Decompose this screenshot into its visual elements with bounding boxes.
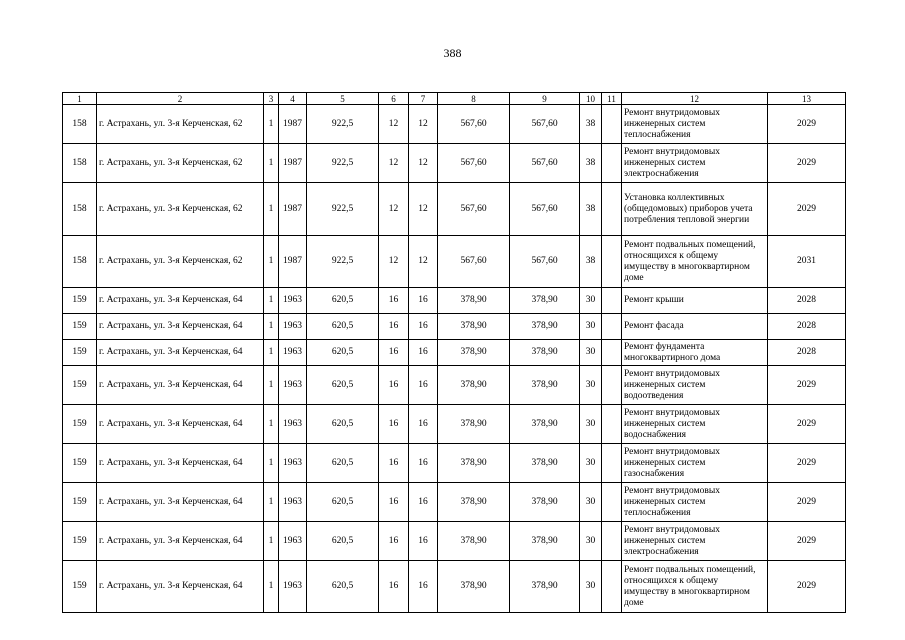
area-value: 620,5: [307, 288, 379, 314]
work-type: Ремонт внутридомовых инженерных систем водоснабжения: [622, 405, 768, 444]
table-row: [63, 288, 846, 314]
column-header: 1: [63, 93, 97, 105]
page-number: 388: [443, 46, 462, 60]
col7-value: 12: [409, 236, 438, 288]
year-built: 1963: [279, 561, 307, 613]
row-number: 159: [63, 483, 97, 522]
col10-value: 38: [580, 105, 602, 144]
table-row: [63, 144, 846, 183]
area-value: 620,5: [307, 405, 379, 444]
planned-year: 2029: [768, 105, 846, 144]
col6-value: 12: [379, 183, 409, 236]
col10-value: 38: [580, 144, 602, 183]
work-type: Установка коллективных (общедомовых) приборов учета потребления тепловой энергии: [622, 183, 768, 236]
row-number: 159: [63, 561, 97, 613]
column-header: 11: [602, 93, 622, 105]
column-header: 6: [379, 93, 409, 105]
address: г. Астрахань, ул. 3-я Керченская, 64: [97, 444, 264, 483]
area-value: 922,5: [307, 105, 379, 144]
col9-value: 378,90: [510, 405, 580, 444]
planned-year: 2028: [768, 288, 846, 314]
area-value: 620,5: [307, 340, 379, 366]
col9-value: 378,90: [510, 366, 580, 405]
column-header: 2: [97, 93, 264, 105]
col11-value: [602, 288, 622, 314]
col8-value: 378,90: [438, 366, 510, 405]
work-type: Ремонт внутридомовых инженерных систем электроснабжения: [622, 144, 768, 183]
work-type: Ремонт внутридомовых инженерных систем газоснабжения: [622, 444, 768, 483]
planned-year: 2028: [768, 314, 846, 340]
work-type: Ремонт внутридомовых инженерных систем теплоснабжения: [622, 105, 768, 144]
column-header: 9: [510, 93, 580, 105]
row-number: 158: [63, 105, 97, 144]
col6-value: 16: [379, 522, 409, 561]
table-row: [63, 405, 846, 444]
row-number: 159: [63, 340, 97, 366]
col11-value: [602, 483, 622, 522]
address: г. Астрахань, ул. 3-я Керченская, 64: [97, 483, 264, 522]
planned-year: 2028: [768, 340, 846, 366]
col11-value: [602, 444, 622, 483]
column-header: 10: [580, 93, 602, 105]
col8-value: 378,90: [438, 340, 510, 366]
year-built: 1963: [279, 288, 307, 314]
col3-value: 1: [264, 366, 279, 405]
col11-value: [602, 144, 622, 183]
col11-value: [602, 340, 622, 366]
col10-value: 30: [580, 444, 602, 483]
planned-year: 2029: [768, 561, 846, 613]
column-header: 5: [307, 93, 379, 105]
col6-value: 16: [379, 444, 409, 483]
col3-value: 1: [264, 561, 279, 613]
year-built: 1963: [279, 366, 307, 405]
col8-value: 567,60: [438, 105, 510, 144]
planned-year: 2029: [768, 522, 846, 561]
col9-value: 378,90: [510, 314, 580, 340]
col7-value: 16: [409, 561, 438, 613]
table-row: [63, 314, 846, 340]
col8-value: 378,90: [438, 483, 510, 522]
work-type: Ремонт подвальных помещений, относящихся к общему имуществу в многоквартирном доме: [622, 561, 768, 613]
col3-value: 1: [264, 236, 279, 288]
col10-value: 30: [580, 405, 602, 444]
col8-value: 567,60: [438, 236, 510, 288]
year-built: 1987: [279, 105, 307, 144]
address: г. Астрахань, ул. 3-я Керченская, 64: [97, 288, 264, 314]
table-row: [63, 183, 846, 236]
col10-value: 38: [580, 236, 602, 288]
table-row: [63, 444, 846, 483]
col10-value: 30: [580, 522, 602, 561]
col3-value: 1: [264, 288, 279, 314]
work-type: Ремонт фундамента многоквартирного дома: [622, 340, 768, 366]
col9-value: 567,60: [510, 144, 580, 183]
column-header: 7: [409, 93, 438, 105]
col7-value: 16: [409, 366, 438, 405]
planned-year: 2029: [768, 183, 846, 236]
col10-value: 38: [580, 183, 602, 236]
col9-value: 378,90: [510, 288, 580, 314]
table-body: [63, 105, 846, 613]
col6-value: 12: [379, 236, 409, 288]
work-type: Ремонт внутридомовых инженерных систем водоотведения: [622, 366, 768, 405]
column-header: 4: [279, 93, 307, 105]
work-type: Ремонт фасада: [622, 314, 768, 340]
col11-value: [602, 236, 622, 288]
col8-value: 378,90: [438, 314, 510, 340]
year-built: 1987: [279, 236, 307, 288]
col7-value: 16: [409, 483, 438, 522]
col3-value: 1: [264, 144, 279, 183]
year-built: 1963: [279, 444, 307, 483]
capital-repair-table: [62, 92, 846, 613]
col9-value: 378,90: [510, 444, 580, 483]
row-number: 159: [63, 444, 97, 483]
planned-year: 2029: [768, 444, 846, 483]
address: г. Астрахань, ул. 3-я Керченская, 64: [97, 314, 264, 340]
address: г. Астрахань, ул. 3-я Керченская, 62: [97, 144, 264, 183]
row-number: 159: [63, 288, 97, 314]
col10-value: 30: [580, 366, 602, 405]
row-number: 158: [63, 144, 97, 183]
table-row: [63, 483, 846, 522]
col7-value: 16: [409, 288, 438, 314]
area-value: 620,5: [307, 561, 379, 613]
year-built: 1963: [279, 483, 307, 522]
area-value: 620,5: [307, 522, 379, 561]
col3-value: 1: [264, 522, 279, 561]
year-built: 1987: [279, 144, 307, 183]
col11-value: [602, 183, 622, 236]
col9-value: 378,90: [510, 522, 580, 561]
table-row: [63, 561, 846, 613]
area-value: 922,5: [307, 236, 379, 288]
col8-value: 378,90: [438, 561, 510, 613]
header-row: [63, 93, 846, 105]
table-row: [63, 366, 846, 405]
col9-value: 567,60: [510, 105, 580, 144]
work-type: Ремонт внутридомовых инженерных систем теплоснабжения: [622, 483, 768, 522]
col11-value: [602, 366, 622, 405]
col7-value: 16: [409, 314, 438, 340]
col7-value: 16: [409, 340, 438, 366]
address: г. Астрахань, ул. 3-я Керченская, 62: [97, 236, 264, 288]
col6-value: 12: [379, 105, 409, 144]
col7-value: 12: [409, 105, 438, 144]
col11-value: [602, 561, 622, 613]
col6-value: 16: [379, 483, 409, 522]
col6-value: 16: [379, 288, 409, 314]
col7-value: 16: [409, 522, 438, 561]
col3-value: 1: [264, 183, 279, 236]
col10-value: 30: [580, 314, 602, 340]
col11-value: [602, 405, 622, 444]
col9-value: 378,90: [510, 483, 580, 522]
area-value: 620,5: [307, 366, 379, 405]
col8-value: 567,60: [438, 144, 510, 183]
row-number: 159: [63, 522, 97, 561]
col6-value: 16: [379, 561, 409, 613]
col8-value: 378,90: [438, 444, 510, 483]
address: г. Астрахань, ул. 3-я Керченская, 62: [97, 105, 264, 144]
col11-value: [602, 522, 622, 561]
address: г. Астрахань, ул. 3-я Керченская, 64: [97, 340, 264, 366]
work-type: Ремонт крыши: [622, 288, 768, 314]
column-header: 3: [264, 93, 279, 105]
col3-value: 1: [264, 405, 279, 444]
col3-value: 1: [264, 444, 279, 483]
col10-value: 30: [580, 561, 602, 613]
year-built: 1987: [279, 183, 307, 236]
row-number: 159: [63, 314, 97, 340]
work-type: Ремонт внутридомовых инженерных систем электроснабжения: [622, 522, 768, 561]
col11-value: [602, 105, 622, 144]
column-header: 8: [438, 93, 510, 105]
col7-value: 12: [409, 144, 438, 183]
col6-value: 16: [379, 405, 409, 444]
work-type: Ремонт подвальных помещений, относящихся к общему имуществу в многоквартирном доме: [622, 236, 768, 288]
year-built: 1963: [279, 340, 307, 366]
address: г. Астрахань, ул. 3-я Керченская, 64: [97, 522, 264, 561]
area-value: 620,5: [307, 314, 379, 340]
col9-value: 567,60: [510, 236, 580, 288]
row-number: 158: [63, 183, 97, 236]
col8-value: 567,60: [438, 183, 510, 236]
table-row: [63, 522, 846, 561]
address: г. Астрахань, ул. 3-я Керченская, 64: [97, 561, 264, 613]
planned-year: 2029: [768, 483, 846, 522]
column-header: 13: [768, 93, 846, 105]
col7-value: 16: [409, 444, 438, 483]
row-number: 158: [63, 236, 97, 288]
col9-value: 378,90: [510, 561, 580, 613]
col10-value: 30: [580, 483, 602, 522]
address: г. Астрахань, ул. 3-я Керченская, 64: [97, 405, 264, 444]
col7-value: 12: [409, 183, 438, 236]
col7-value: 16: [409, 405, 438, 444]
col3-value: 1: [264, 340, 279, 366]
planned-year: 2029: [768, 405, 846, 444]
row-number: 159: [63, 405, 97, 444]
planned-year: 2031: [768, 236, 846, 288]
address: г. Астрахань, ул. 3-я Керченская, 64: [97, 366, 264, 405]
planned-year: 2029: [768, 144, 846, 183]
area-value: 620,5: [307, 444, 379, 483]
col8-value: 378,90: [438, 288, 510, 314]
col6-value: 16: [379, 366, 409, 405]
planned-year: 2029: [768, 366, 846, 405]
col8-value: 378,90: [438, 405, 510, 444]
col6-value: 12: [379, 144, 409, 183]
area-value: 620,5: [307, 483, 379, 522]
area-value: 922,5: [307, 144, 379, 183]
col3-value: 1: [264, 483, 279, 522]
year-built: 1963: [279, 405, 307, 444]
row-number: 159: [63, 366, 97, 405]
col8-value: 378,90: [438, 522, 510, 561]
col10-value: 30: [580, 288, 602, 314]
col9-value: 567,60: [510, 183, 580, 236]
col9-value: 378,90: [510, 340, 580, 366]
table-row: [63, 236, 846, 288]
table-row: [63, 340, 846, 366]
year-built: 1963: [279, 314, 307, 340]
area-value: 922,5: [307, 183, 379, 236]
year-built: 1963: [279, 522, 307, 561]
col6-value: 16: [379, 314, 409, 340]
table-row: [63, 105, 846, 144]
address: г. Астрахань, ул. 3-я Керченская, 62: [97, 183, 264, 236]
col10-value: 30: [580, 340, 602, 366]
col3-value: 1: [264, 105, 279, 144]
col11-value: [602, 314, 622, 340]
col6-value: 16: [379, 340, 409, 366]
column-header: 12: [622, 93, 768, 105]
col3-value: 1: [264, 314, 279, 340]
